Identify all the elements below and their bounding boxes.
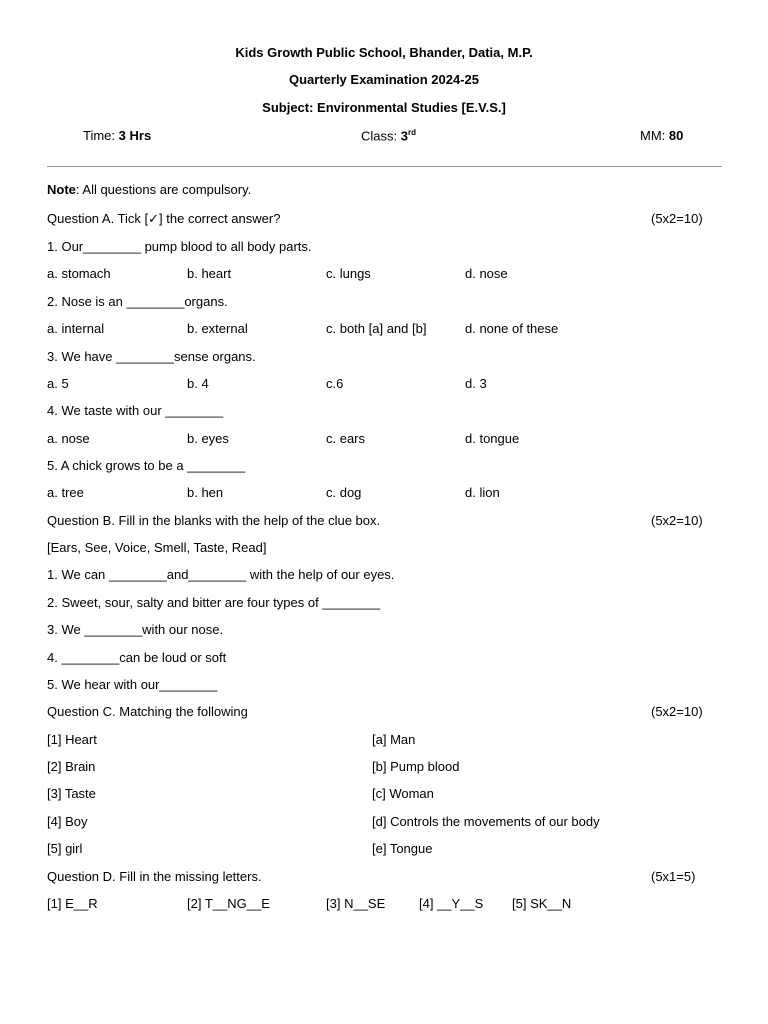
option: a. nose <box>47 431 90 446</box>
question-a5: 5. A chick grows to be a ________ <box>47 458 246 473</box>
option: a. 5 <box>47 376 69 391</box>
section-c-marks: (5x2=10) <box>651 704 703 719</box>
option: d. nose <box>465 266 508 281</box>
note-text: : All questions are compulsory. <box>75 182 252 197</box>
option: d. tongue <box>465 431 520 446</box>
option: a. tree <box>47 485 84 500</box>
match-right-item: [d] Controls the movements of our body <box>372 814 600 829</box>
mm-label: MM: <box>640 128 666 143</box>
note <box>47 182 251 197</box>
match-left-item: [3] Taste <box>47 786 96 801</box>
question-b2: 2. Sweet, sour, salty and bitter are four types of ________ <box>47 595 381 610</box>
section-d-title: Question D. Fill in the missing letters. <box>47 869 262 884</box>
missing-letters-item: [2] T__NG__E <box>187 896 270 911</box>
question-b4: 4. ________can be loud or soft <box>47 650 227 665</box>
option: d. lion <box>465 485 500 500</box>
match-right-item: [c] Woman <box>372 786 434 801</box>
missing-letters-item: [4] __Y__S <box>419 896 484 911</box>
max-marks-info <box>640 128 683 143</box>
question-b1: 1. We can ________and________ with the help of our eyes. <box>47 567 395 582</box>
match-right-item: [e] Tongue <box>372 841 433 856</box>
exam-title: Quarterly Examination 2024-25 <box>288 72 480 87</box>
question-a3: 3. We have ________sense organs. <box>47 349 256 364</box>
question-a1: 1. Our________ pump blood to all body parts. <box>47 239 312 254</box>
match-right-item: [a] Man <box>372 732 416 747</box>
section-b-title: Question B. Fill in the blanks with the help of the clue box. <box>47 513 381 528</box>
mm-value: 80 <box>668 128 684 143</box>
option: a. internal <box>47 321 105 336</box>
class-value: 3 <box>400 128 408 144</box>
note-label: Note <box>47 182 76 197</box>
section-a-title: Question A. Tick [✓] the correct answer? <box>47 211 281 226</box>
missing-letters-item: [3] N__SE <box>326 896 386 911</box>
section-d-marks: (5x1=5) <box>651 869 696 884</box>
option: b. external <box>187 321 248 336</box>
option: d. none of these <box>465 321 559 336</box>
section-a-marks: (5x2=10) <box>651 211 703 226</box>
question-b3: 3. We ________with our nose. <box>47 622 224 637</box>
option: c. dog <box>326 485 362 500</box>
subject-title: Subject: Environmental Studies [E.V.S.] <box>262 100 506 115</box>
time-label: Time: <box>83 128 116 143</box>
class-info <box>361 128 416 143</box>
question-a4: 4. We taste with our ________ <box>47 403 224 418</box>
section-b-marks: (5x2=10) <box>651 513 703 528</box>
match-left-item: [4] Boy <box>47 814 88 829</box>
question-b5: 5. We hear with our________ <box>47 677 218 692</box>
header-divider <box>47 166 722 167</box>
option: c.6 <box>326 376 344 391</box>
missing-letters-item: [5] SK__N <box>512 896 572 911</box>
school-name: Kids Growth Public School, Bhander, Datia, M.P. <box>235 45 533 60</box>
class-label: Class: <box>361 128 398 144</box>
match-left-item: [5] girl <box>47 841 83 856</box>
missing-letters-item: [1] E__R <box>47 896 98 911</box>
match-left-item: [2] Brain <box>47 759 96 774</box>
option: a. stomach <box>47 266 111 281</box>
option: c. ears <box>326 431 366 446</box>
option: b. 4 <box>187 376 209 391</box>
option: c. lungs <box>326 266 371 281</box>
option: b. heart <box>187 266 232 281</box>
clue-box: [Ears, See, Voice, Smell, Taste, Read] <box>47 540 267 555</box>
option: c. both [a] and [b] <box>326 321 427 336</box>
time-info <box>83 128 151 143</box>
option: d. 3 <box>465 376 487 391</box>
time-value: 3 Hrs <box>118 128 152 143</box>
section-c-title: Question C. Matching the following <box>47 704 248 719</box>
match-right-item: [b] Pump blood <box>372 759 460 774</box>
option: b. eyes <box>187 431 229 446</box>
match-left-item: [1] Heart <box>47 732 97 747</box>
question-a2: 2. Nose is an ________organs. <box>47 294 228 309</box>
class-sup: rd <box>407 128 416 137</box>
option: b. hen <box>187 485 224 500</box>
